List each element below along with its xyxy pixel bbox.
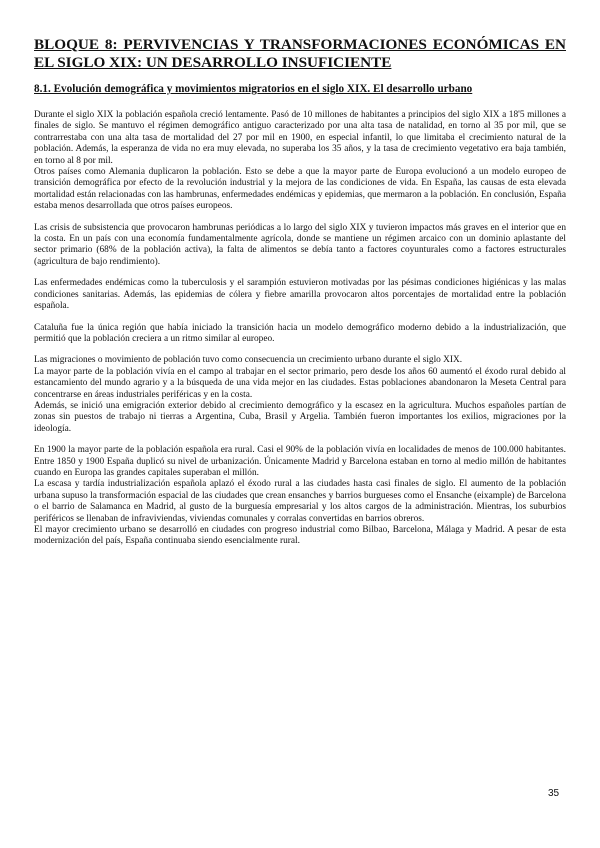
paragraph: En 1900 la mayor parte de la población española era rural. Casi el 90% de la población vivía en localidades de menos de 100.000 habitantes. Entre 1850 y 1900 España duplicó su nivel de urbanización. Únicamente Madrid y Barcelona estaban en torno al medio millón de habitantes cuando en Europa las grandes capitales superaban el millón. — [34, 445, 566, 478]
paragraph: Además, se inició una emigración exterior debido al crecimiento demográfico y la escasez en la agricultura. Muchos españoles partían de zonas sin puestos de trabajo ni tierras a Argentina, Cuba, Brasil y Argelia. También fueron importantes los exilios, migraciones por la ideología. — [34, 400, 566, 434]
paragraph: La mayor parte de la población vivía en el campo al trabajar en el sector primario, pero desde los años 60 aumentó el éxodo rural debido al estancamiento del mundo agrario y a la búsqueda de una vida mejor en las ciudades. Estas poblaciones abandonaron la Meseta Central para concentrarse en áreas industriales periféricas y en la costa. — [34, 366, 566, 400]
paragraph: Durante el siglo XIX la población española creció lentamente. Pasó de 10 millones de habitantes a principios del siglo XIX a 18'5 millones a finales de siglo. Se mantuvo el régimen demográfico antiguo caracterizado por una alta tasa de natalidad, en torno al 35 por mil, que se contrarrestaba con una alta tasa de mortalidad del 27 por mil en 1900, en especial infantil, lo que limitaba el crecimiento natural de la población. Además, la esperanza de vida no era muy elevada, no superaba los 35 años, y la tasa de crecimiento vegetativo era baja también, en torno al 8 por mil. — [34, 110, 566, 166]
page-number: 35 — [548, 788, 560, 799]
body-text — [34, 110, 566, 548]
paragraph: Otros países como Alemania duplicaron la población. Esto se debe a que la mayor parte de Europa evolucionó a un modelo europeo de transición demográfica por efecto de la revolución industrial y la mejora de las condiciones de vida. En España, las causas de esta elevada mortalidad están relacionadas con las hambrunas, enfermedades endémicas y epidemias, que mermaron a la población. En conclusión, España estaba menos desarrollada que otros países europeos. — [34, 167, 566, 212]
paragraph: Las crisis de subsistencia que provocaron hambrunas periódicas a lo largo del siglo XIX y tuvieron impactos más graves en el interior que en la costa. En un país con una economía fundamentalmente agrícola, donde se mantiene un régimen arcaico con un dominio aplastante del sector primario (68% de la población activa), la falta de alimentos se debía tanto a factores coyunturales como a factores estructurales (agricultura de bajo rendimiento). — [34, 222, 566, 267]
paragraph: Las enfermedades endémicas como la tuberculosis y el sarampión estuvieron motivadas por las pésimas condiciones higiénicas y las malas condiciones sanitarias. Además, las epidemias de cólera y fiebre amarilla provocaron altos porcentajes de mortalidad entre la población española. — [34, 278, 566, 312]
paragraph: La escasa y tardía industrialización española aplazó el éxodo rural a las ciudades hasta casi finales de siglo. El aumento de la población urbana supuso la transformación espacial de las ciudades que crean ensanches y barrios burgueses como el Ensanche (eixample) de Barcelona o el barrio de Salamanca en Madrid, al gusto de la burguesía empresarial y los altos cargos de la administración. Mientras, los suburbios periféricos se llenaban de infraviviendas, viviendas comunales y corralas convertidas en barrios obreros. — [34, 479, 566, 524]
paragraph: Las migraciones o movimiento de población tuvo como consecuencia un crecimiento urbano durante el siglo XIX. — [34, 355, 463, 366]
page-title: BLOQUE 8: PERVIVENCIAS Y TRANSFORMACIONES ECONÓMICAS EN EL SIGLO XIX: UN DESARROLLO INSUFICIENTE — [34, 36, 566, 71]
section-title: 8.1. Evolución demográfica y movimientos migratorios en el siglo XIX. El desarrollo urbano — [34, 83, 473, 95]
paragraph: El mayor crecimiento urbano se desarrolló en ciudades con progreso industrial como Bilbao, Barcelona, Málaga y Madrid. A pesar de esta modernización del país, España continuaba siendo esencialmente rural. — [34, 525, 566, 547]
paragraph: Cataluña fue la única región que había iniciado la transición hacia un modelo demográfico moderno debido a la industrialización, que permitió que la población creciera a un ritmo similar al europeo. — [34, 322, 566, 344]
